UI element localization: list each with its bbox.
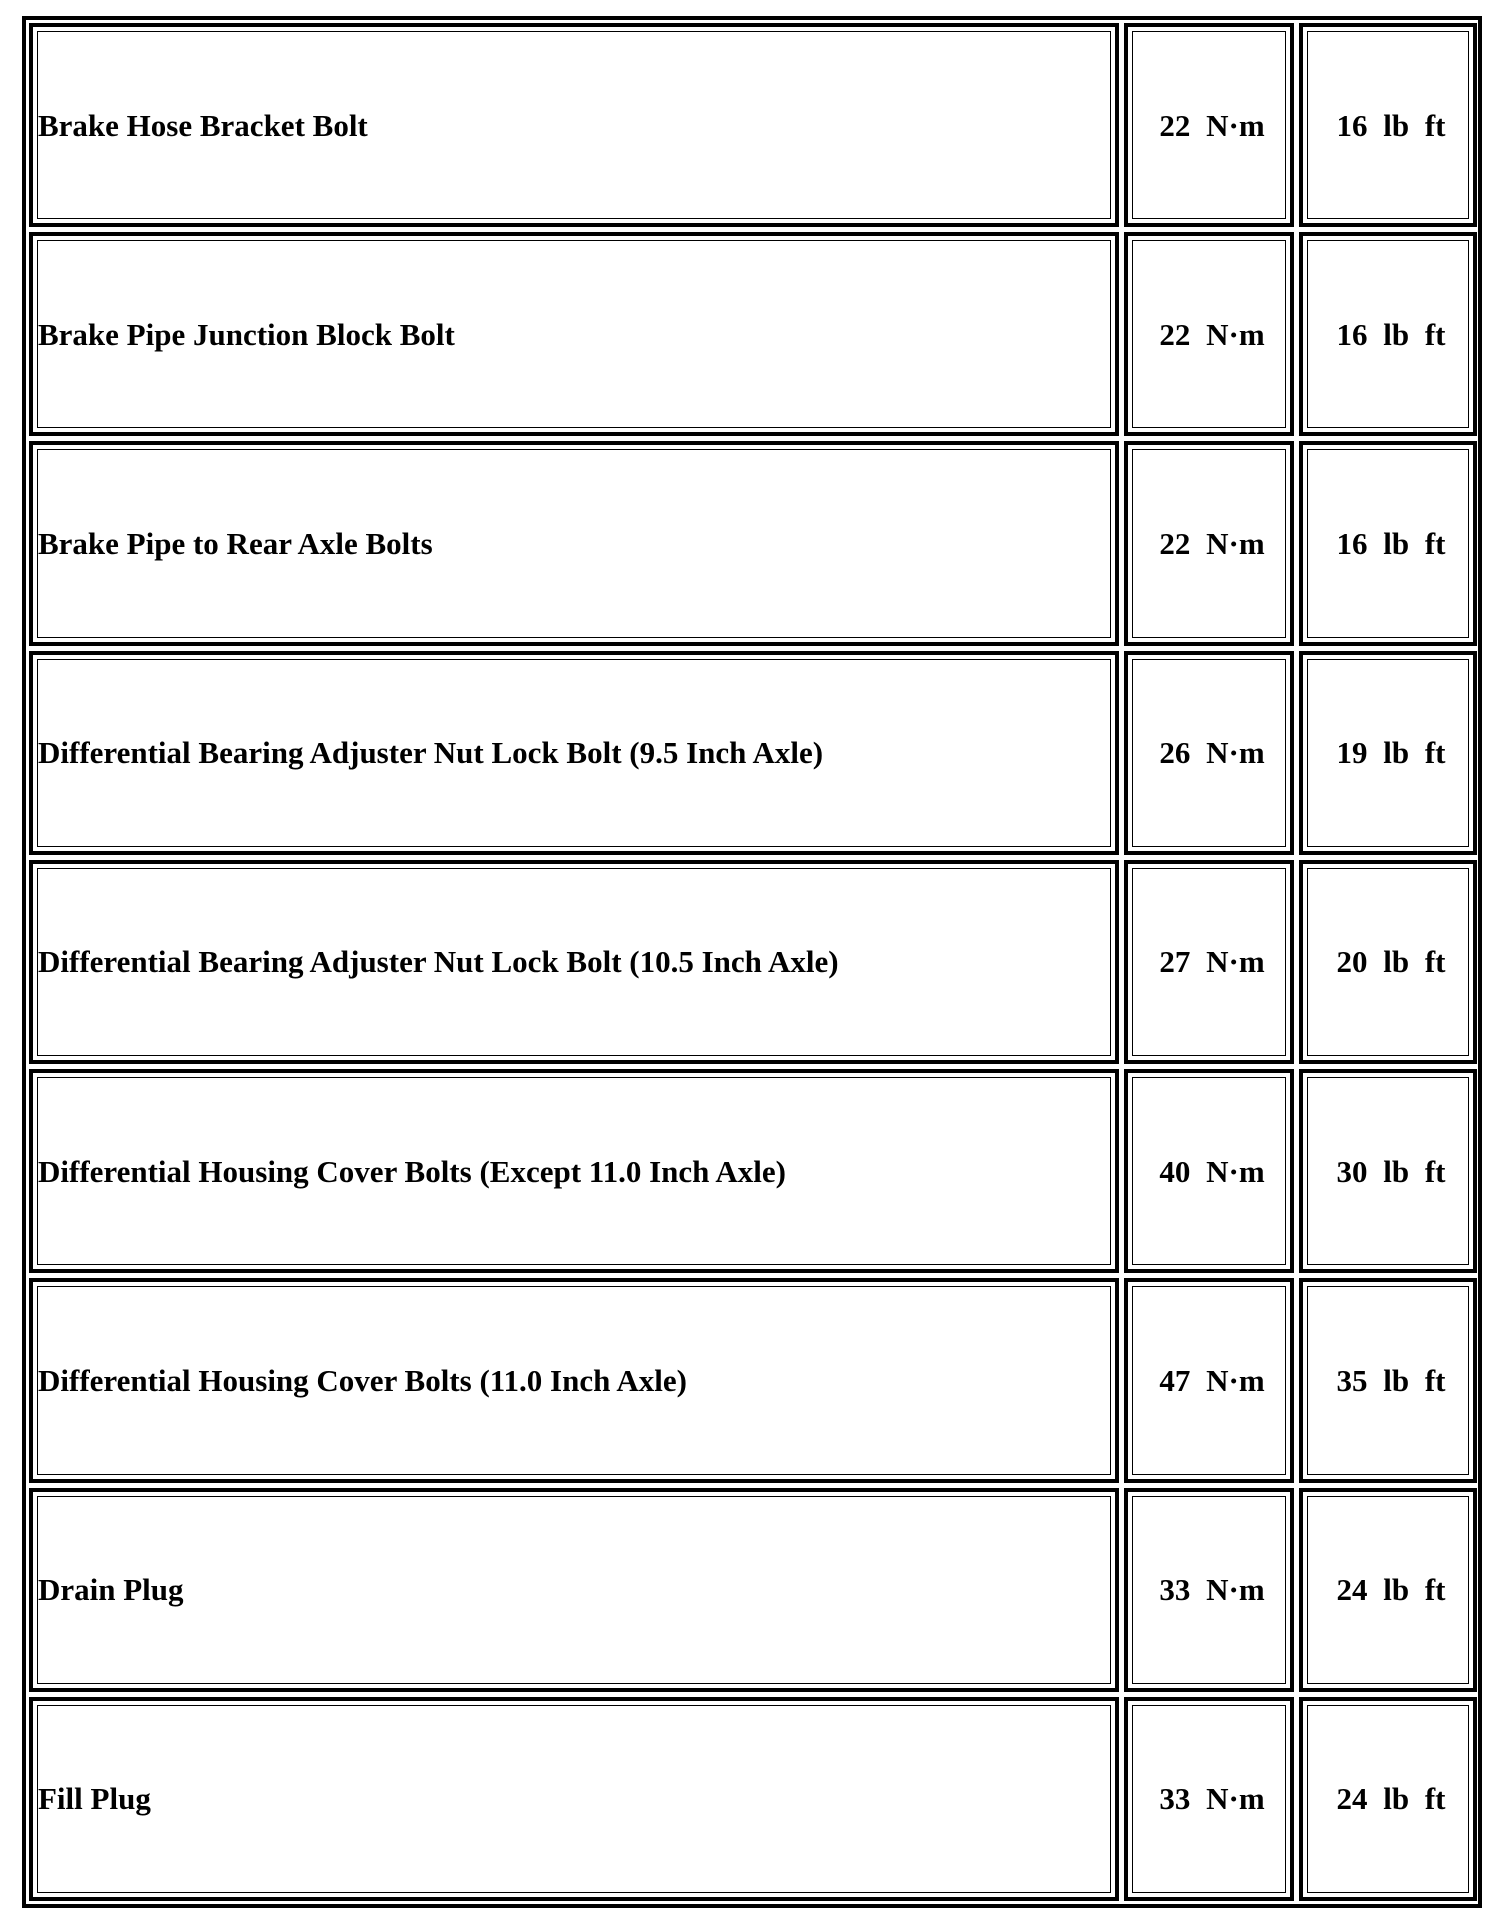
row-2-metric: 22 N·m [1124,232,1294,436]
row-9-english: 24 lb ft [1299,1697,1477,1901]
row-1-metric: 22 N·m [1124,23,1294,227]
row-2-english: 16 lb ft [1299,232,1477,436]
row-6-english: 30 lb ft [1299,1069,1477,1273]
row-2-description: Brake Pipe Junction Block Bolt [29,232,1119,436]
table-grid [29,23,1475,1901]
row-3-english: 16 lb ft [1299,441,1477,645]
row-4-description: Differential Bearing Adjuster Nut Lock Bolt (9.5 Inch Axle) [29,651,1119,855]
row-7-metric: 47 N·m [1124,1278,1294,1482]
row-5-description: Differential Bearing Adjuster Nut Lock Bolt (10.5 Inch Axle) [29,860,1119,1064]
row-3-metric: 22 N·m [1124,441,1294,645]
row-1-english: 16 lb ft [1299,23,1477,227]
row-8-metric: 33 N·m [1124,1488,1294,1692]
row-3-description: Brake Pipe to Rear Axle Bolts [29,441,1119,645]
torque-specifications-table [22,16,1482,1908]
row-4-metric: 26 N·m [1124,651,1294,855]
row-7-english: 35 lb ft [1299,1278,1477,1482]
row-5-english: 20 lb ft [1299,860,1477,1064]
row-6-description: Differential Housing Cover Bolts (Except 11.0 Inch Axle) [29,1069,1119,1273]
row-8-description: Drain Plug [29,1488,1119,1692]
row-4-english: 19 lb ft [1299,651,1477,855]
row-9-metric: 33 N·m [1124,1697,1294,1901]
row-5-metric: 27 N·m [1124,860,1294,1064]
row-1-description: Brake Hose Bracket Bolt [29,23,1119,227]
row-6-metric: 40 N·m [1124,1069,1294,1273]
row-7-description: Differential Housing Cover Bolts (11.0 Inch Axle) [29,1278,1119,1482]
row-8-english: 24 lb ft [1299,1488,1477,1692]
row-9-description: Fill Plug [29,1697,1119,1901]
